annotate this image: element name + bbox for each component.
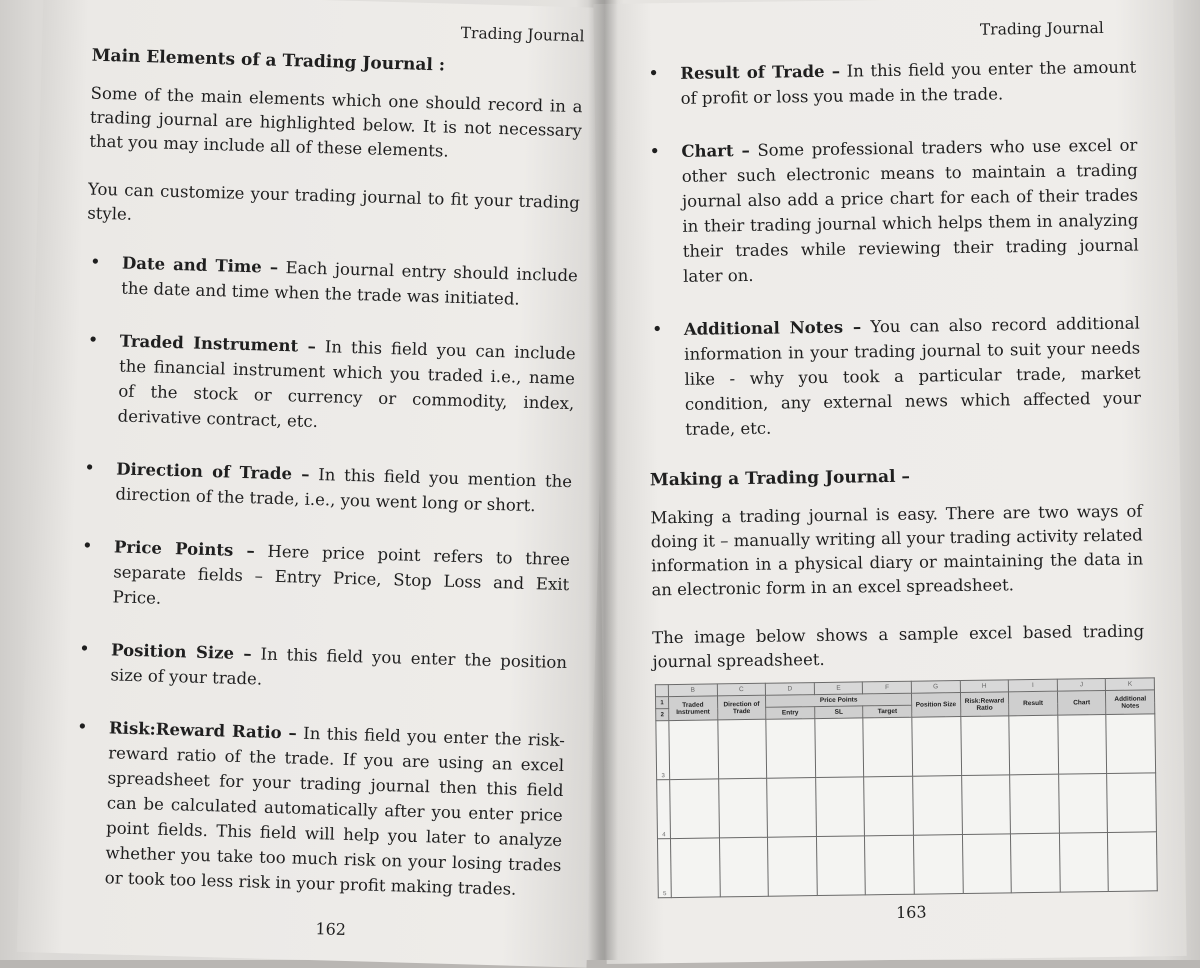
bullet-item [74, 636, 567, 700]
bullet-item [68, 714, 565, 903]
group-header-cell: Price Points [766, 693, 912, 707]
column-letter: H [960, 680, 1009, 693]
row-number: 1 [656, 697, 669, 709]
data-cell [717, 719, 766, 779]
bullet-text: Here price point refers to three separate fields – Entry Price, Stop Loss and Exit Price. [112, 541, 571, 608]
data-cell [960, 716, 1009, 776]
bullet-term: Direction of Trade – [115, 459, 310, 484]
corner-cell [655, 685, 668, 697]
left-page-content [68, 46, 584, 931]
header-cell: Traded Instrument [669, 696, 718, 721]
running-head: Trading Journal [460, 23, 585, 46]
bullet-list [644, 55, 1141, 443]
section-heading: Making a Trading Journal – [649, 466, 911, 491]
column-letter: E [814, 682, 863, 695]
data-cell [1011, 833, 1060, 893]
bullet-icon: • [76, 716, 88, 738]
right-page [593, 0, 1186, 964]
column-letter: K [1106, 678, 1155, 691]
right-page-content [644, 55, 1148, 899]
spreadsheet-table [655, 677, 1158, 898]
bullet-item [645, 133, 1139, 290]
data-cell [863, 717, 912, 777]
bullet-item [648, 310, 1142, 442]
header-cell: Target [863, 705, 912, 718]
data-cell [1059, 832, 1108, 892]
column-letter: D [766, 683, 815, 696]
bullet-term: Chart – [681, 140, 750, 161]
bullet-icon: • [89, 251, 101, 273]
bullet-text: Some professional traders who use excel or other such electronic means to maintain a trading journal also add a price chart for each of their trades in their trading journal which helps them in analyzing their trades while reviewing their trading journal later on. [681, 135, 1139, 286]
page-number: 163 [895, 902, 927, 922]
data-cell [1106, 714, 1155, 774]
bullet-icon: • [651, 319, 663, 341]
bullet-icon: • [649, 141, 661, 163]
data-row [657, 832, 1157, 898]
data-cell [1009, 715, 1058, 775]
header-cell: Additional Notes [1106, 690, 1155, 715]
header-cell: Position Size [911, 693, 960, 718]
bullet-text: In this field you enter the position size of your trade. [110, 644, 568, 689]
data-cell [816, 836, 865, 896]
running-head: Trading Journal [979, 18, 1104, 39]
bullet-term: Additional Notes – [683, 317, 862, 339]
header-cell: Risk:Reward Ratio [960, 692, 1009, 717]
header-cell: SL [814, 706, 863, 719]
bullet-text: In this field you enter the amount of profit or loss you made in the trade. [680, 57, 1137, 108]
bullet-item [81, 327, 576, 441]
data-cell [1058, 715, 1107, 775]
data-row [656, 714, 1156, 780]
bullet-text: In this field you can include the financial instrument which you traded i.e., name of the stock or currency or commodity, index, derivative contract, etc. [117, 336, 576, 432]
data-cell [815, 718, 864, 778]
header-cell: Chart [1057, 691, 1106, 716]
data-cell [962, 834, 1011, 894]
bullet-text: In this field you enter the risk-reward ratio of the trade. If you are using an excel spreadsheet for your trading journal then this field can be calculated automatically after you enter price point fields. This field will help you later to analyze whether you take too much risk on your losing trades or took too less risk in your profit making trades. [104, 723, 566, 899]
data-cell [913, 776, 962, 836]
data-cell [1010, 774, 1059, 834]
data-cell [1108, 832, 1157, 892]
section-heading: Main Elements of a Trading Journal : [91, 45, 446, 76]
data-cell [767, 778, 816, 838]
column-letter: C [717, 683, 766, 696]
header-cell: Result [1009, 691, 1058, 716]
header-cell: Direction of Trade [717, 695, 766, 720]
bullet-text: You can also record additional information in your trading journal to suit your needs like - why you took a particular trade, market condition, any external news which affected your trade, etc. [684, 313, 1142, 439]
data-cell [718, 778, 767, 838]
bullet-item [79, 455, 572, 519]
bullet-icon: • [81, 535, 93, 557]
data-cell [815, 777, 864, 837]
data-cell [864, 776, 913, 836]
bullet-list [68, 250, 578, 903]
column-letter: F [863, 681, 912, 694]
data-cell [719, 837, 768, 897]
row-number: 5 [657, 839, 671, 898]
column-letter: I [1008, 679, 1057, 692]
data-cell [768, 837, 817, 897]
data-cell [1107, 773, 1156, 833]
column-letter: B [668, 684, 717, 697]
data-cell [865, 835, 914, 895]
bullet-icon: • [83, 457, 96, 479]
row-number: 4 [657, 780, 671, 839]
data-cell [961, 775, 1010, 835]
bullet-text: In this field you mention the direction of the trade, i.e., you went long or short. [115, 464, 573, 516]
bullet-item [76, 533, 570, 622]
data-cell [670, 838, 719, 898]
bullet-term: Traded Instrument – [119, 331, 317, 356]
paragraph: You can customize your trading journal to fit your trading style. [87, 179, 581, 224]
column-letter: G [911, 681, 960, 694]
bullet-term: Position Size – [110, 640, 252, 664]
bullet-icon: • [648, 63, 660, 85]
column-letter: J [1057, 679, 1106, 692]
page-number: 162 [315, 919, 347, 940]
bullet-term: Risk:Reward Ratio – [108, 718, 298, 743]
data-cell [669, 720, 718, 780]
row-number: 2 [656, 709, 669, 721]
left-page [17, 0, 614, 968]
book-gutter [588, 0, 618, 960]
bullet-item [85, 250, 578, 314]
bullet-icon: • [87, 329, 99, 351]
header-cell: Entry [766, 707, 815, 720]
data-cell [1058, 773, 1107, 833]
bullet-icon: • [78, 638, 91, 660]
row-number: 3 [656, 721, 670, 780]
bullet-term: Result of Trade – [680, 61, 841, 83]
bullet-text: Each journal entry should include the date and time when the trade was initiated. [121, 257, 579, 309]
paragraph: Some of the main elements which one should record in a trading journal are highlighted below. It is not necessary that you may include all of these elements. [89, 83, 583, 161]
data-cell [912, 717, 961, 777]
data-row [657, 773, 1157, 839]
paragraph: Making a trading journal is easy. There are two ways of doing it – manually writing all your trading activity related information in a physical diary or maintaining the data in an electronic form in an excel spreadsheet. [650, 501, 1144, 600]
sample-spreadsheet-image [655, 677, 1158, 898]
data-cell [766, 719, 815, 779]
bullet-term: Date and Time – [121, 253, 279, 277]
paragraph: The image below shows a sample excel based trading journal spreadsheet. [652, 621, 1145, 672]
bullet-term: Price Points – [113, 537, 256, 561]
data-cell [670, 779, 719, 839]
bullet-item [644, 55, 1137, 112]
data-cell [913, 835, 962, 895]
